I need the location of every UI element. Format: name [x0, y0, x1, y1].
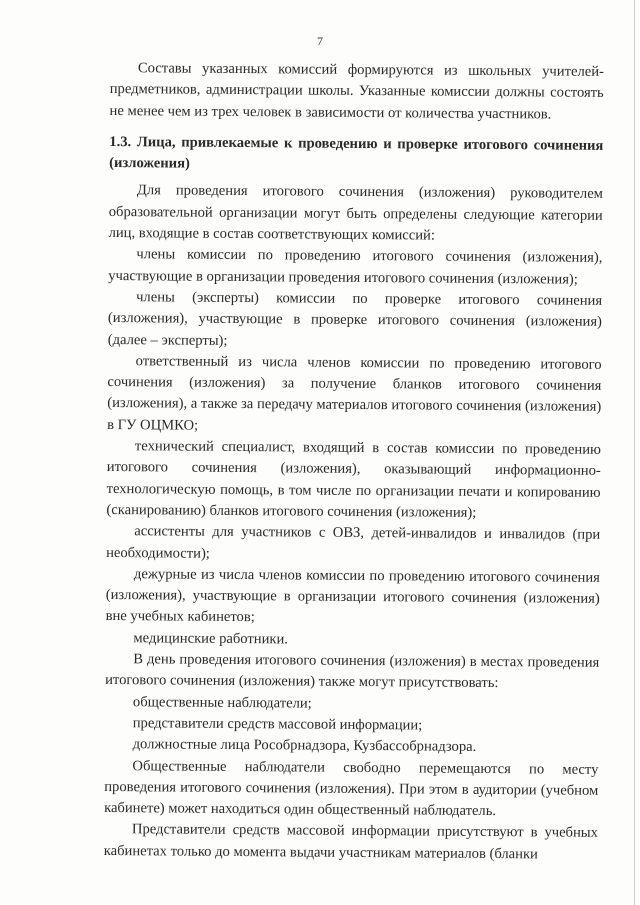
list-item-assistants: ассистенты для участников с ОВЗ, детей-инвалидов и инвалидов (при необходимости);: [106, 523, 601, 562]
page-number: 7: [317, 34, 323, 48]
list-item-media-representatives: представители средств массовой информации;: [132, 715, 423, 734]
section-heading-1-3: 1.3. Лица, привлекаемые к проведению и проверке итогового сочинения (изложения): [109, 133, 604, 172]
paragraph-media-presence: Представители средств массовой информации присутствуют в учебных кабинетах только до момента выдачи участникам материалов (бланки: [103, 821, 598, 863]
list-item-conduct-members: члены комиссии по проведению итогового сочинения (изложения), участвующие в организации проведения итогового сочинения (изложения);: [108, 246, 603, 288]
list-item-experts: члены (эксперты) комиссии по проверке итогового сочинения (изложения), участвующие в проверке итогового сочинения (изложения) (далее – эксперты);: [107, 289, 603, 349]
paragraph-commission-composition: Составы указанных комиссий формируются из школьных учителей-предметников, администрации школы. Указанные комиссии должны состоять не менее чем из трех человек в зависимости от количества участников.: [109, 60, 604, 123]
list-item-public-observers: общественные наблюдатели;: [132, 693, 312, 712]
scan-edge-mark: [634, 0, 635, 905]
list-item-duty-officers: дежурные из числа членов комиссии по проведению итогового сочинения (изложения), участвующие в организации итогового сочинения (изложения) вне учебных кабинетов;: [105, 566, 600, 626]
list-item-technical-specialist: технический специалист, входящий в состав комиссии по проведению итогового сочинения (изложения), оказывающий информационно-технологическую помощь, в том числе по организации печати и копированию (сканированию) бланков итогового сочинения (изложения);: [106, 438, 601, 521]
list-item-responsible-person: ответственный из числа членов комиссии по проведению итогового сочинения (изложения) за получение бланков итогового сочинения (изложения), а также за передачу материалов итогового сочинения (изложения) в ГУ ОЦМКО;: [107, 353, 602, 434]
list-item-officials: должностные лица Рособрнадзора, Кузбассобрнадзора.: [132, 736, 477, 756]
document-body: [104, 58, 604, 866]
paragraph-intro-categories: Для проведения итогового сочинения (изложения) руководителем образовательной организации могут быть определены следующие категории лиц, входящие в состав соответствующих комиссий:: [108, 182, 604, 244]
paragraph-observers-movement: Общественные наблюдатели свободно перемещаются по месту проведения итогового сочинения (изложения). При этом в аудитории (учебном кабинете) может находиться один общественный наблюдатель.: [104, 757, 599, 820]
paragraph-also-present: В день проведения итогового сочинения (изложения) в местах проведения итогового сочинения (изложения) также могут присутствовать:: [105, 651, 600, 692]
list-item-medical-workers: медицинские работники.: [133, 629, 289, 648]
